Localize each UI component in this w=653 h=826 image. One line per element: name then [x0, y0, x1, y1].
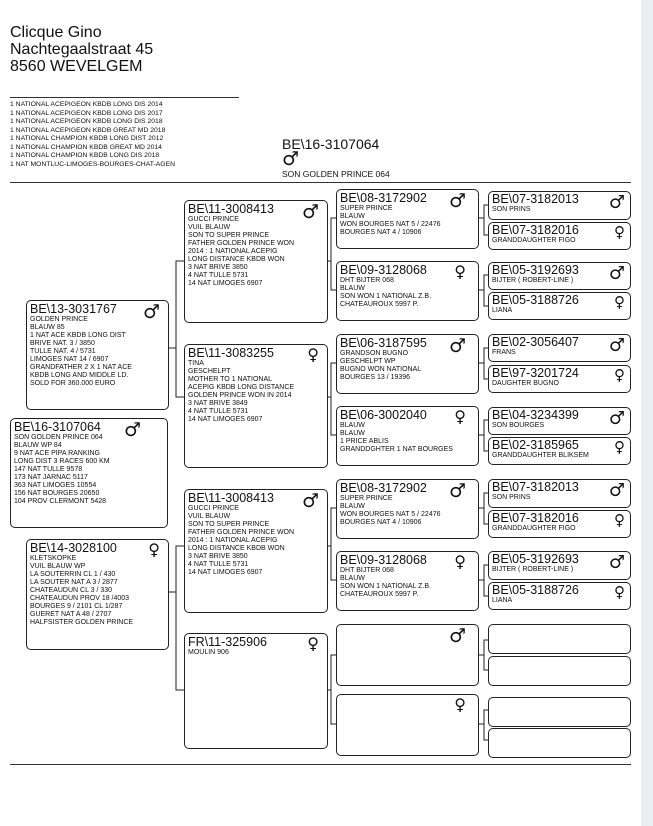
male-symbol-icon: ♂ [608, 192, 625, 213]
pigeon-name: BLAUW [340, 422, 365, 429]
pedigree-box-g2-b [184, 344, 328, 468]
ring-number: BE\09-3128068 [340, 553, 427, 567]
male-symbol-icon: ♂ [301, 201, 319, 223]
female-symbol-icon: ♀ [307, 634, 319, 653]
ring-number: FR\11-325906 [188, 635, 267, 649]
ring-number: BE\02-3056407 [492, 335, 579, 349]
pigeon-name: DHT BIJTER 068 [340, 567, 394, 574]
pigeon-details: BLAUW WON BOURGES NAT 5 / 22476 BOURGES NAT 4 / 10906 [340, 503, 441, 526]
owner-name: Clicque Gino [10, 24, 102, 41]
male-symbol-icon: ♂ [282, 148, 300, 170]
achievement-line: 1 NATIONAL ACEPIGEON KBDB LONG DIS 2017 [10, 109, 163, 117]
pigeon-name: BIJTER ( ROBERT-LINE ) [492, 566, 574, 573]
pedigree-box-g3-1 [336, 189, 479, 249]
female-symbol-icon: ♀ [614, 366, 625, 384]
ring-number: BE\07-3182013 [492, 480, 579, 494]
ring-number: BE\07-3182016 [492, 511, 579, 525]
ring-number: BE\09-3128068 [340, 263, 427, 277]
ring-number: BE\05-3188726 [492, 293, 579, 307]
female-symbol-icon: ♀ [307, 345, 319, 364]
ring-number: BE\04-3234399 [492, 408, 579, 422]
male-symbol-icon: ♂ [448, 625, 466, 647]
female-symbol-icon: ♀ [614, 511, 625, 529]
pedigree-box-g4-8 [488, 437, 631, 465]
subject-name: SON GOLDEN PRINCE 064 [282, 169, 390, 179]
pedigree-box-g3-4 [336, 406, 479, 466]
achievement-line: 1 NATIONAL CHAMPION KBDB GREAT MD 2014 [10, 143, 162, 151]
pigeon-name: SON BOURGES [492, 422, 545, 429]
pigeon-name: TINA [188, 360, 204, 367]
achievement-line: 1 NATIONAL ACEPIGEON KBDB LONG DIS 2018 [10, 118, 163, 125]
ring-number: BE\06-3187595 [340, 336, 427, 350]
male-symbol-icon: ♂ [608, 408, 625, 429]
female-symbol-icon: ♀ [614, 223, 625, 241]
pedigree-box-g1-dam [26, 539, 169, 650]
pigeon-name: SUPER PRINCE [340, 205, 393, 212]
achievement-line: 1 NATIONAL ACEPIGEON KBDB LONG DIS 2014 [10, 101, 163, 108]
achievement-line: 1 NAT MONTLUC-LIMOGES-BOURGES-CHAT-AGEN [10, 160, 176, 168]
pigeon-details: BLAUW WP 84 9 NAT ACE PIPA RANKING LONG DIST 3 RACES 600 KM 147 NAT TULLE 9578 173 NAT JARNAC 5117 363 NAT LIMOGES 10554 156 NAT BOURGES 20650 104 PROV CLERMONT 5428 [14, 442, 110, 505]
pigeon-name: GOLDEN PRINCE [30, 316, 88, 323]
ring-number: BE\11-3083255 [188, 346, 274, 360]
pedigree-box-g4-5 [488, 334, 631, 362]
pedigree-box-g3-2 [336, 261, 479, 321]
male-symbol-icon: ♂ [608, 335, 625, 356]
pigeon-details: GESCHELPT WP BUGNO WON NATIONAL BOURGES 13 / 19396 [340, 358, 422, 381]
male-symbol-icon: ♂ [123, 419, 141, 441]
pedigree-box-g2-c [184, 489, 328, 613]
pedigree-box-g4-2 [488, 222, 631, 250]
female-symbol-icon: ♀ [148, 540, 160, 559]
pigeon-name: GRANDDAUGHTER FIGO [492, 237, 576, 244]
ring-number: BE\07-3182016 [492, 223, 579, 237]
pigeon-name: DHT BIJTER 068 [340, 277, 394, 284]
pigeon-name: GRANDDAUGHTER FIGO [492, 525, 576, 532]
male-symbol-icon: ♂ [301, 490, 319, 512]
pedigree-box-g4-11 [488, 551, 631, 580]
pigeon-name: LIANA [492, 307, 513, 314]
male-symbol-icon: ♂ [608, 263, 625, 284]
female-symbol-icon: ♀ [454, 262, 466, 281]
female-symbol-icon: ♀ [614, 293, 625, 311]
male-symbol-icon: ♂ [448, 190, 466, 212]
pedigree-box-g4-12 [488, 582, 631, 610]
pigeon-name: GUCCI PRINCE [188, 505, 239, 512]
ring-number: BE\08-3172902 [340, 481, 427, 495]
pigeon-name: GUCCI PRINCE [188, 216, 239, 223]
pigeon-name: SON PRINS [492, 494, 531, 501]
pigeon-name: LIANA [492, 597, 513, 604]
pigeon-details: VUIL BLAUW SON TO SUPER PRINCE FATHER GOLDEN PRINCE WON 2014 : 1 NATIONAL ACEPIG LONG DISTANCE KBDB WON 3 NAT BRIVE 3850 4 NAT TULLE 5731 14 NAT LIMOGES 6907 [188, 513, 295, 576]
pigeon-details: BLAUW SON WON 1 NATIONAL Z.B. CHATEAUROUX 5997 P. [340, 285, 432, 308]
ring-number: BE\05-3188726 [492, 583, 579, 597]
pedigree-box-g4-10 [488, 510, 631, 538]
ring-number: BE\14-3028100 [30, 541, 117, 555]
pedigree-box-g3-6 [336, 551, 479, 611]
pedigree-box-g2-a [184, 200, 328, 323]
ring-number: BE\97-3201724 [492, 366, 579, 380]
pigeon-details: BLAUW SON WON 1 NATIONAL Z.B. CHATEAUROUX 5997 P. [340, 575, 432, 598]
pedigree-box-g3-5 [336, 479, 479, 539]
pedigree-box-g4-15 [488, 697, 631, 727]
pigeon-details: BLAUW WON BOURGES NAT 5 / 22476 BOURGES NAT 4 / 10906 [340, 213, 441, 236]
pedigree-box-g4-13 [488, 624, 631, 654]
pigeon-name: KLETSKOPKE [30, 555, 77, 562]
pedigree-box-g4-14 [488, 656, 631, 686]
male-symbol-icon: ♂ [448, 335, 466, 357]
female-symbol-icon: ♀ [454, 695, 466, 714]
pedigree-box-g1-self [10, 418, 168, 528]
subject-ring: BE\16-3107064 [282, 136, 380, 152]
female-symbol-icon: ♀ [614, 438, 625, 456]
pigeon-name: SON GOLDEN PRINCE 064 [14, 434, 103, 441]
pedigree-box-g4-16 [488, 728, 631, 758]
ring-number: BE\13-3031767 [30, 302, 117, 316]
pigeon-name: DAUGHTER BUGNO [492, 380, 559, 387]
ring-number: BE\06-3002040 [340, 408, 427, 422]
pigeon-name: SON PRINS [492, 206, 531, 213]
pigeon-name: FRANS [492, 349, 516, 356]
pedigree-box-g2-d [184, 633, 328, 749]
ring-number: BE\05-3192693 [492, 552, 579, 566]
pigeon-name: GRANDDAUGHTER BLIKSEM [492, 452, 589, 459]
pigeon-name: SUPER PRINCE [340, 495, 393, 502]
ring-number: BE\05-3192693 [492, 263, 579, 277]
achievement-line: 1 NATIONAL CHAMPION KBDB LONG DIST 2012 [10, 135, 164, 142]
pigeon-details: VUIL BLAUW WP LA SOUTERRIN CL 1 / 430 LA SOUTER NAT A 3 / 2877 CHATEAUDUN CL 3 / 330 CHATEAUDUN PROV 18 /4003 BOURGES 9 / 2101 CL 1/287 GUERET NAT A 48 / 2707 HALFSISTER GOLDEN PRINCE [30, 563, 134, 626]
pedigree-box-g4-3 [488, 262, 631, 290]
male-symbol-icon: ♂ [608, 480, 625, 501]
pigeon-details: VUIL BLAUW SON TO SUPER PRINCE FATHER GOLDEN PRINCE WON 2014 : 1 NATIONAL ACEPIG LONG DISTANCE KBDB WON 3 NAT BRIVE 3850 4 NAT TULLE 5731 14 NAT LIMOGES 6907 [188, 224, 295, 287]
female-symbol-icon: ♀ [454, 552, 466, 571]
pedigree-box-g4-9 [488, 479, 631, 508]
pedigree-box-g4-4 [488, 292, 631, 320]
ring-number: BE\11-3008413 [188, 491, 274, 505]
male-symbol-icon: ♂ [448, 480, 466, 502]
pedigree-box-g1-sire [26, 300, 169, 410]
achievement-line: 1 NATIONAL ACEPIGEON KBDB GREAT MD 2018 [10, 126, 166, 134]
ring-number: BE\11-3008413 [188, 202, 274, 216]
pigeon-name: MOULIN 906 [188, 649, 229, 656]
female-symbol-icon: ♀ [614, 583, 625, 601]
pedigree-box-g4-7 [488, 407, 631, 435]
pedigree-box-g3-8 [336, 694, 479, 756]
pigeon-name: GRANDSON BUGNO [340, 350, 409, 357]
owner-city: 8560 WEVELGEM [10, 58, 143, 75]
male-symbol-icon: ♂ [608, 552, 625, 573]
pigeon-details: BLAUW 85 1 NAT ACE KBDB LONG DIST BRIVE NAT. 3 / 3850 TULLE NAT. 4 / 5731 LIMOGES NAT 14 / 6907 GRANDFATHER 2 X 1 NAT ACE KBDB LONG AND MIDDLE LD. SOLD FOR 360.000 EURO [30, 324, 132, 387]
achievement-line: 1 NATIONAL CHAMPION KBDB LONG DIS 2018 [10, 152, 160, 159]
ring-number: BE\16-3107064 [14, 420, 101, 434]
pedigree-box-g3-7 [336, 624, 479, 686]
male-symbol-icon: ♂ [142, 301, 160, 323]
owner-street: Nachtegaalstraat 45 [10, 41, 154, 58]
pigeon-details: BLAUW 1 PRICE ABLIS GRANDDGHTER 1 NAT BOURGES [340, 430, 453, 453]
pedigree-box-g4-6 [488, 365, 631, 393]
ring-number: BE\02-3185965 [492, 438, 579, 452]
pigeon-name: BIJTER ( ROBERT-LINE ) [492, 277, 574, 284]
pigeon-details: GESCHELPT MOTHER TO 1 NATIONAL ACEPIG KBDB LONG DISTANCE GOLDEN PRINCE WON IN 2014 3 NAT BRIVE 3849 4 NAT TULLE 5731 14 NAT LIMOGES 6907 [188, 368, 295, 423]
pedigree-box-g3-3 [336, 334, 479, 394]
female-symbol-icon: ♀ [454, 407, 466, 426]
ring-number: BE\07-3182013 [492, 192, 579, 206]
pedigree-box-g4-1 [488, 191, 631, 220]
ring-number: BE\08-3172902 [340, 191, 427, 205]
